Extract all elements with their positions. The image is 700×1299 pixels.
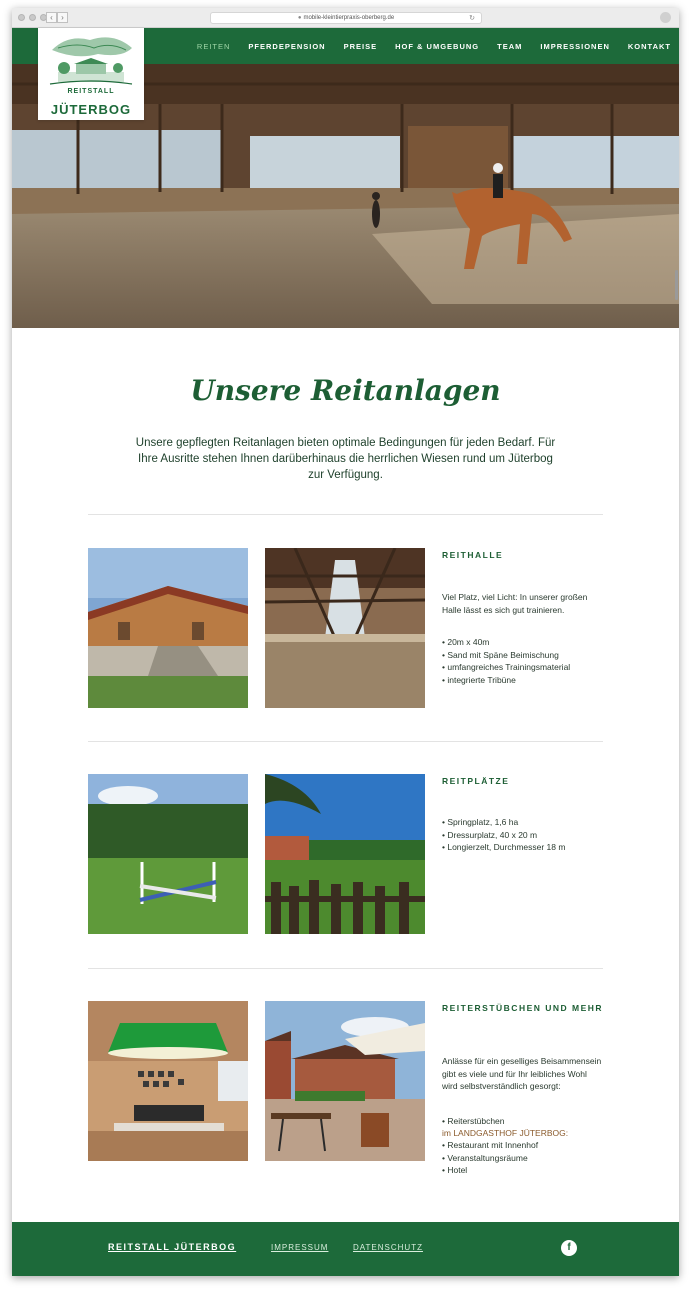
facebook-icon[interactable]: f (561, 1240, 577, 1256)
intro-text: Unsere gepflegten Reitanlagen bieten optimale Bedingungen für jeden Bedarf. Für Ihre Ausritte stehen Ihnen darüberhinaus die herrlichen Wiesen rund um Jüterbog zur Verfügung. (135, 437, 556, 481)
forward-button[interactable]: › (57, 12, 68, 23)
dressage-arena-illustration (265, 774, 425, 934)
nav-team[interactable]: TEAM (497, 41, 523, 51)
nav-impressionen[interactable]: IMPRESSIONEN (540, 41, 610, 51)
extension-icon[interactable] (660, 12, 671, 23)
logo-name-text: JÜTERBOG (50, 102, 132, 117)
nav-preise[interactable]: PREISE (343, 41, 378, 51)
footer-datenschutz-link[interactable]: DATENSCHUTZ (353, 1243, 423, 1252)
photo-riders-lounge[interactable] (88, 1001, 248, 1161)
site-logo[interactable] (38, 28, 144, 120)
site-footer (12, 1222, 679, 1276)
list-item: • Dressurplatz, 40 x 20 m (442, 829, 602, 842)
section-list-reitplaetze (442, 816, 602, 854)
list-item: • Restaurant mit Innenhof (442, 1139, 602, 1152)
list-item: • 20m x 40m (442, 636, 602, 649)
window-controls (18, 14, 47, 21)
list-item: • Reiterstübchen (442, 1115, 602, 1128)
history-buttons (46, 12, 68, 23)
nav-hof-umgebung[interactable]: HOF & UMGEBUNG (395, 41, 480, 51)
scrollbar-thumb[interactable] (675, 270, 678, 300)
riding-hall-interior-illustration (265, 548, 425, 708)
nav-reiten[interactable]: REITEN (196, 41, 231, 51)
footer-impressum-link[interactable]: IMPRESSUM (271, 1243, 329, 1252)
section-title-reithalle: REITHALLE (442, 550, 504, 560)
list-item: • Longierzelt, Durchmesser 18 m (442, 841, 602, 854)
back-button[interactable]: ‹ (46, 12, 57, 23)
photo-jumping-field[interactable] (88, 774, 248, 934)
list-item: • Sand mit Späne Beimischung (442, 649, 602, 662)
jumping-field-illustration (88, 774, 248, 934)
section-text-reiterstuebchen: Anlässe für ein geselliges Beisammensein gibt es viele und für Ihr leibliches Wohl wird selbstverständlich gesorgt: (442, 1056, 602, 1091)
section-text-reithalle: Viel Platz, viel Licht: In unserer großen Halle lässt es sich gut trainieren. (442, 592, 588, 615)
browser-toolbar (12, 8, 679, 28)
page-title: Unsere Reitanlagen (190, 374, 501, 407)
photo-riding-hall-interior[interactable] (265, 548, 425, 708)
photo-dressage-arena[interactable] (265, 774, 425, 934)
courtyard-illustration (265, 1001, 425, 1161)
nav-kontakt[interactable]: KONTAKT (627, 41, 671, 51)
photo-courtyard[interactable] (265, 1001, 425, 1161)
close-window-button[interactable] (18, 14, 25, 21)
stable-building-illustration (88, 548, 248, 708)
address-bar[interactable] (210, 12, 482, 24)
minimize-window-button[interactable] (29, 14, 36, 21)
url-text: mobile-kleintierpraxis-oberberg.de (303, 15, 395, 21)
section-title-reiterstuebchen: REITERSTÜBCHEN UND MEHR (442, 1003, 604, 1013)
list-item: • umfangreiches Trainingsmaterial (442, 661, 602, 674)
divider (88, 968, 603, 969)
section-list-landgasthof (442, 1139, 602, 1177)
browser-window (12, 8, 679, 1276)
list-item: • integrierte Tribüne (442, 674, 602, 687)
divider (88, 741, 603, 742)
footer-brand-link[interactable]: REITSTALL JÜTERBOG (108, 1242, 237, 1252)
landgasthof-link[interactable]: im LANDGASTHOF JÜTERBOG: (442, 1128, 569, 1138)
divider (88, 514, 603, 515)
logo-small-text: REITSTALL (67, 88, 115, 95)
list-item: • Hotel (442, 1164, 602, 1177)
nav-pferdepension[interactable]: PFERDEPENSION (248, 41, 326, 51)
riders-lounge-illustration (88, 1001, 248, 1161)
section-list-reithalle (442, 636, 602, 686)
section-list-reiterstuebchen (442, 1115, 602, 1128)
photo-stable-building[interactable] (88, 548, 248, 708)
list-item: • Veranstaltungsräume (442, 1152, 602, 1165)
main-nav (197, 28, 671, 64)
lock-icon: ● (297, 15, 302, 21)
section-title-reitplaetze: REITPLÄTZE (442, 776, 510, 786)
list-item: • Springplatz, 1,6 ha (442, 816, 602, 829)
reload-icon[interactable]: ↻ (469, 15, 475, 22)
